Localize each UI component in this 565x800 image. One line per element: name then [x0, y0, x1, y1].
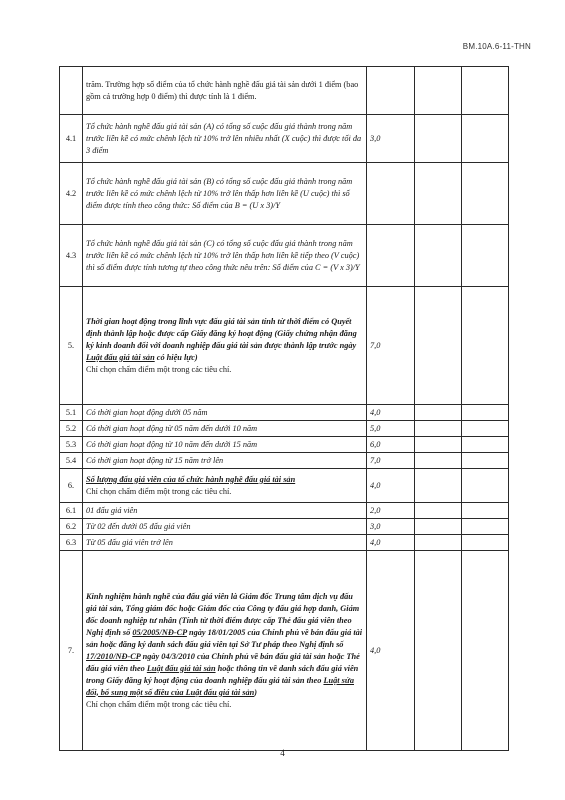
score-cell	[462, 503, 509, 519]
table-row	[60, 225, 509, 287]
criterion-text: Có thời gian hoạt động từ 10 năm đến dưới 15 năm	[83, 437, 367, 453]
score-cell	[462, 437, 509, 453]
criterion-text: Từ 02 đến dưới 05 đấu giá viên	[83, 519, 367, 535]
max-points: 3,0	[367, 519, 415, 535]
criterion-text-part: Kinh nghiệm hành nghề của đấu giá viên là Giám đốc Trung tâm dịch vụ đấu giá tài sản, Tổng giám đốc hoặc Giám đốc của Công ty đấu giá hợp danh, Giám đốc doanh nghiệp tư nhân (Tính từ thời điểm được cấp Thẻ đấu giá viên theo Nghị định số	[86, 591, 360, 637]
score-cell	[415, 453, 462, 469]
criterion-text	[83, 287, 367, 405]
criterion-text: trăm. Trường hợp số điểm của tổ chức hành nghề đấu giá tài sản dưới 1 điểm (bao gồm cả trường hợp 0 điểm) thì được tính là 1 điểm.	[83, 67, 367, 115]
table-row	[60, 421, 509, 437]
decree-link[interactable]: 05/2005/NĐ-CP	[132, 627, 187, 637]
row-number: 6.3	[60, 535, 83, 551]
score-cell	[462, 115, 509, 163]
table-row	[60, 163, 509, 225]
table-row	[60, 535, 509, 551]
row-number: 6.1	[60, 503, 83, 519]
criterion-text: Có thời gian hoạt động từ 05 năm đến dưới 10 năm	[83, 421, 367, 437]
criterion-text	[83, 551, 367, 751]
criterion-text-part: có hiệu lực)	[154, 352, 198, 362]
criterion-text-part: hoặc thông tin về danh sách đấu giá viên trong Giấy đăng ký hoạt động của doanh nghiệp đấu giá tài sản theo	[86, 663, 359, 685]
criterion-heading: Số lượng đấu giá viên của tổ chức hành nghề đấu giá tài sản	[86, 474, 296, 484]
score-cell	[462, 453, 509, 469]
max-points: 4,0	[367, 535, 415, 551]
row-number: 6.2	[60, 519, 83, 535]
table-row	[60, 67, 509, 115]
score-cell	[415, 405, 462, 421]
criteria-table	[59, 66, 509, 751]
score-cell	[462, 405, 509, 421]
table-row	[60, 115, 509, 163]
criterion-text-part: Thời gian hoạt động trong lĩnh vực đấu giá tài sản tính từ thời điểm có Quyết định thành lập hoặc được cấp Giấy đăng ký hoạt động (Giấy chứng nhận đăng ký kinh doanh đối với doanh nghiệp đấu giá tài sản được thành lập trước ngày	[86, 316, 357, 350]
row-number: 4.2	[60, 163, 83, 225]
criterion-note: Chỉ chọn chấm điểm một trong các tiêu chí.	[86, 364, 232, 374]
score-cell	[462, 551, 509, 751]
criterion-note: Chỉ chọn chấm điểm một trong các tiêu chí.	[86, 699, 232, 709]
score-cell	[415, 421, 462, 437]
max-points	[367, 225, 415, 287]
criterion-text-part: )	[254, 687, 258, 697]
page-number: 4	[280, 748, 285, 758]
table-row	[60, 405, 509, 421]
criterion-text: Tổ chức hành nghề đấu giá tài sản (B) có tổng số cuộc đấu giá thành trong năm trước liền kề có mức chênh lệch từ 10% trở lên thấp hơn liền kề (U cuộc) thì số điểm được tính theo công thức: Số điểm của B = (U x 3)/Y	[83, 163, 367, 225]
criterion-text: Có thời gian hoạt động dưới 05 năm	[83, 405, 367, 421]
row-number: 5.2	[60, 421, 83, 437]
score-cell	[415, 67, 462, 115]
criterion-text-part: ngày 18/01/2005 của Chính phủ về bán đấu giá tài sản hoặc đăng ký danh sách đấu giá viên tại Sở Tư pháp theo Nghị định số	[86, 627, 363, 649]
table-row	[60, 453, 509, 469]
criterion-text-part: ngày 04/3/2010 của Chính phủ về bán đấu giá tài sản hoặc Thẻ đấu giá viên theo	[86, 651, 360, 673]
max-points	[367, 67, 415, 115]
score-cell	[462, 535, 509, 551]
table-row	[60, 437, 509, 453]
score-cell	[415, 115, 462, 163]
criterion-text: Tổ chức hành nghề đấu giá tài sản (A) có tổng số cuộc đấu giá thành trong năm trước liền kề có mức chênh lệch từ 10% trở lên nhiều nhất (X cuộc) thì được tối đa 3 điểm	[83, 115, 367, 163]
score-cell	[462, 67, 509, 115]
max-points	[367, 163, 415, 225]
table-row	[60, 551, 509, 751]
max-points: 4,0	[367, 405, 415, 421]
law-link[interactable]: Luật đấu giá tài sản	[146, 663, 216, 673]
score-cell	[462, 225, 509, 287]
score-cell	[462, 421, 509, 437]
score-cell	[462, 469, 509, 503]
document-code: BM.10A.6-11-THN	[462, 42, 531, 51]
max-points: 6,0	[367, 437, 415, 453]
row-number: 6.	[60, 469, 83, 503]
decree-link[interactable]: 17/2010/NĐ-CP	[86, 651, 141, 661]
max-points: 7,0	[367, 453, 415, 469]
table-row	[60, 469, 509, 503]
row-number: 4.1	[60, 115, 83, 163]
score-cell	[462, 163, 509, 225]
max-points: 2,0	[367, 503, 415, 519]
score-cell	[415, 225, 462, 287]
criterion-text: Có thời gian hoạt động từ 15 năm trở lên	[83, 453, 367, 469]
max-points: 5,0	[367, 421, 415, 437]
row-number	[60, 67, 83, 115]
score-cell	[415, 519, 462, 535]
score-cell	[415, 503, 462, 519]
max-points: 4,0	[367, 469, 415, 503]
table-row	[60, 503, 509, 519]
criterion-note: Chỉ chọn chấm điểm một trong các tiêu chí.	[86, 486, 232, 496]
criterion-text	[83, 469, 367, 503]
score-cell	[415, 551, 462, 751]
row-number: 5.	[60, 287, 83, 405]
row-number: 5.3	[60, 437, 83, 453]
max-points: 4,0	[367, 551, 415, 751]
score-cell	[415, 287, 462, 405]
score-cell	[415, 163, 462, 225]
max-points: 7,0	[367, 287, 415, 405]
score-cell	[462, 519, 509, 535]
row-number: 5.4	[60, 453, 83, 469]
table-row	[60, 519, 509, 535]
criterion-text: Từ 05 đấu giá viên trở lên	[83, 535, 367, 551]
row-number: 7.	[60, 551, 83, 751]
law-link[interactable]: Luật đấu giá tài sản	[86, 352, 155, 362]
score-cell	[462, 287, 509, 405]
table-row	[60, 287, 509, 405]
row-number: 4.3	[60, 225, 83, 287]
score-cell	[415, 469, 462, 503]
criterion-text: 01 đấu giá viên	[83, 503, 367, 519]
criterion-text: Tổ chức hành nghề đấu giá tài sản (C) có tổng số cuộc đấu giá thành trong năm trước liền kề có mức chênh lệch từ 10% trở lên thấp hơn liền kề tiếp theo (V cuộc) thì số điểm được tính tương tự theo công thức nêu trên: Số điểm của C = (V x 3)/Y	[83, 225, 367, 287]
score-cell	[415, 535, 462, 551]
max-points: 3,0	[367, 115, 415, 163]
score-cell	[415, 437, 462, 453]
row-number: 5.1	[60, 405, 83, 421]
law-link[interactable]: Luật sửa đổi, bổ sung một số điều của Luật đấu giá tài sản	[86, 675, 354, 697]
